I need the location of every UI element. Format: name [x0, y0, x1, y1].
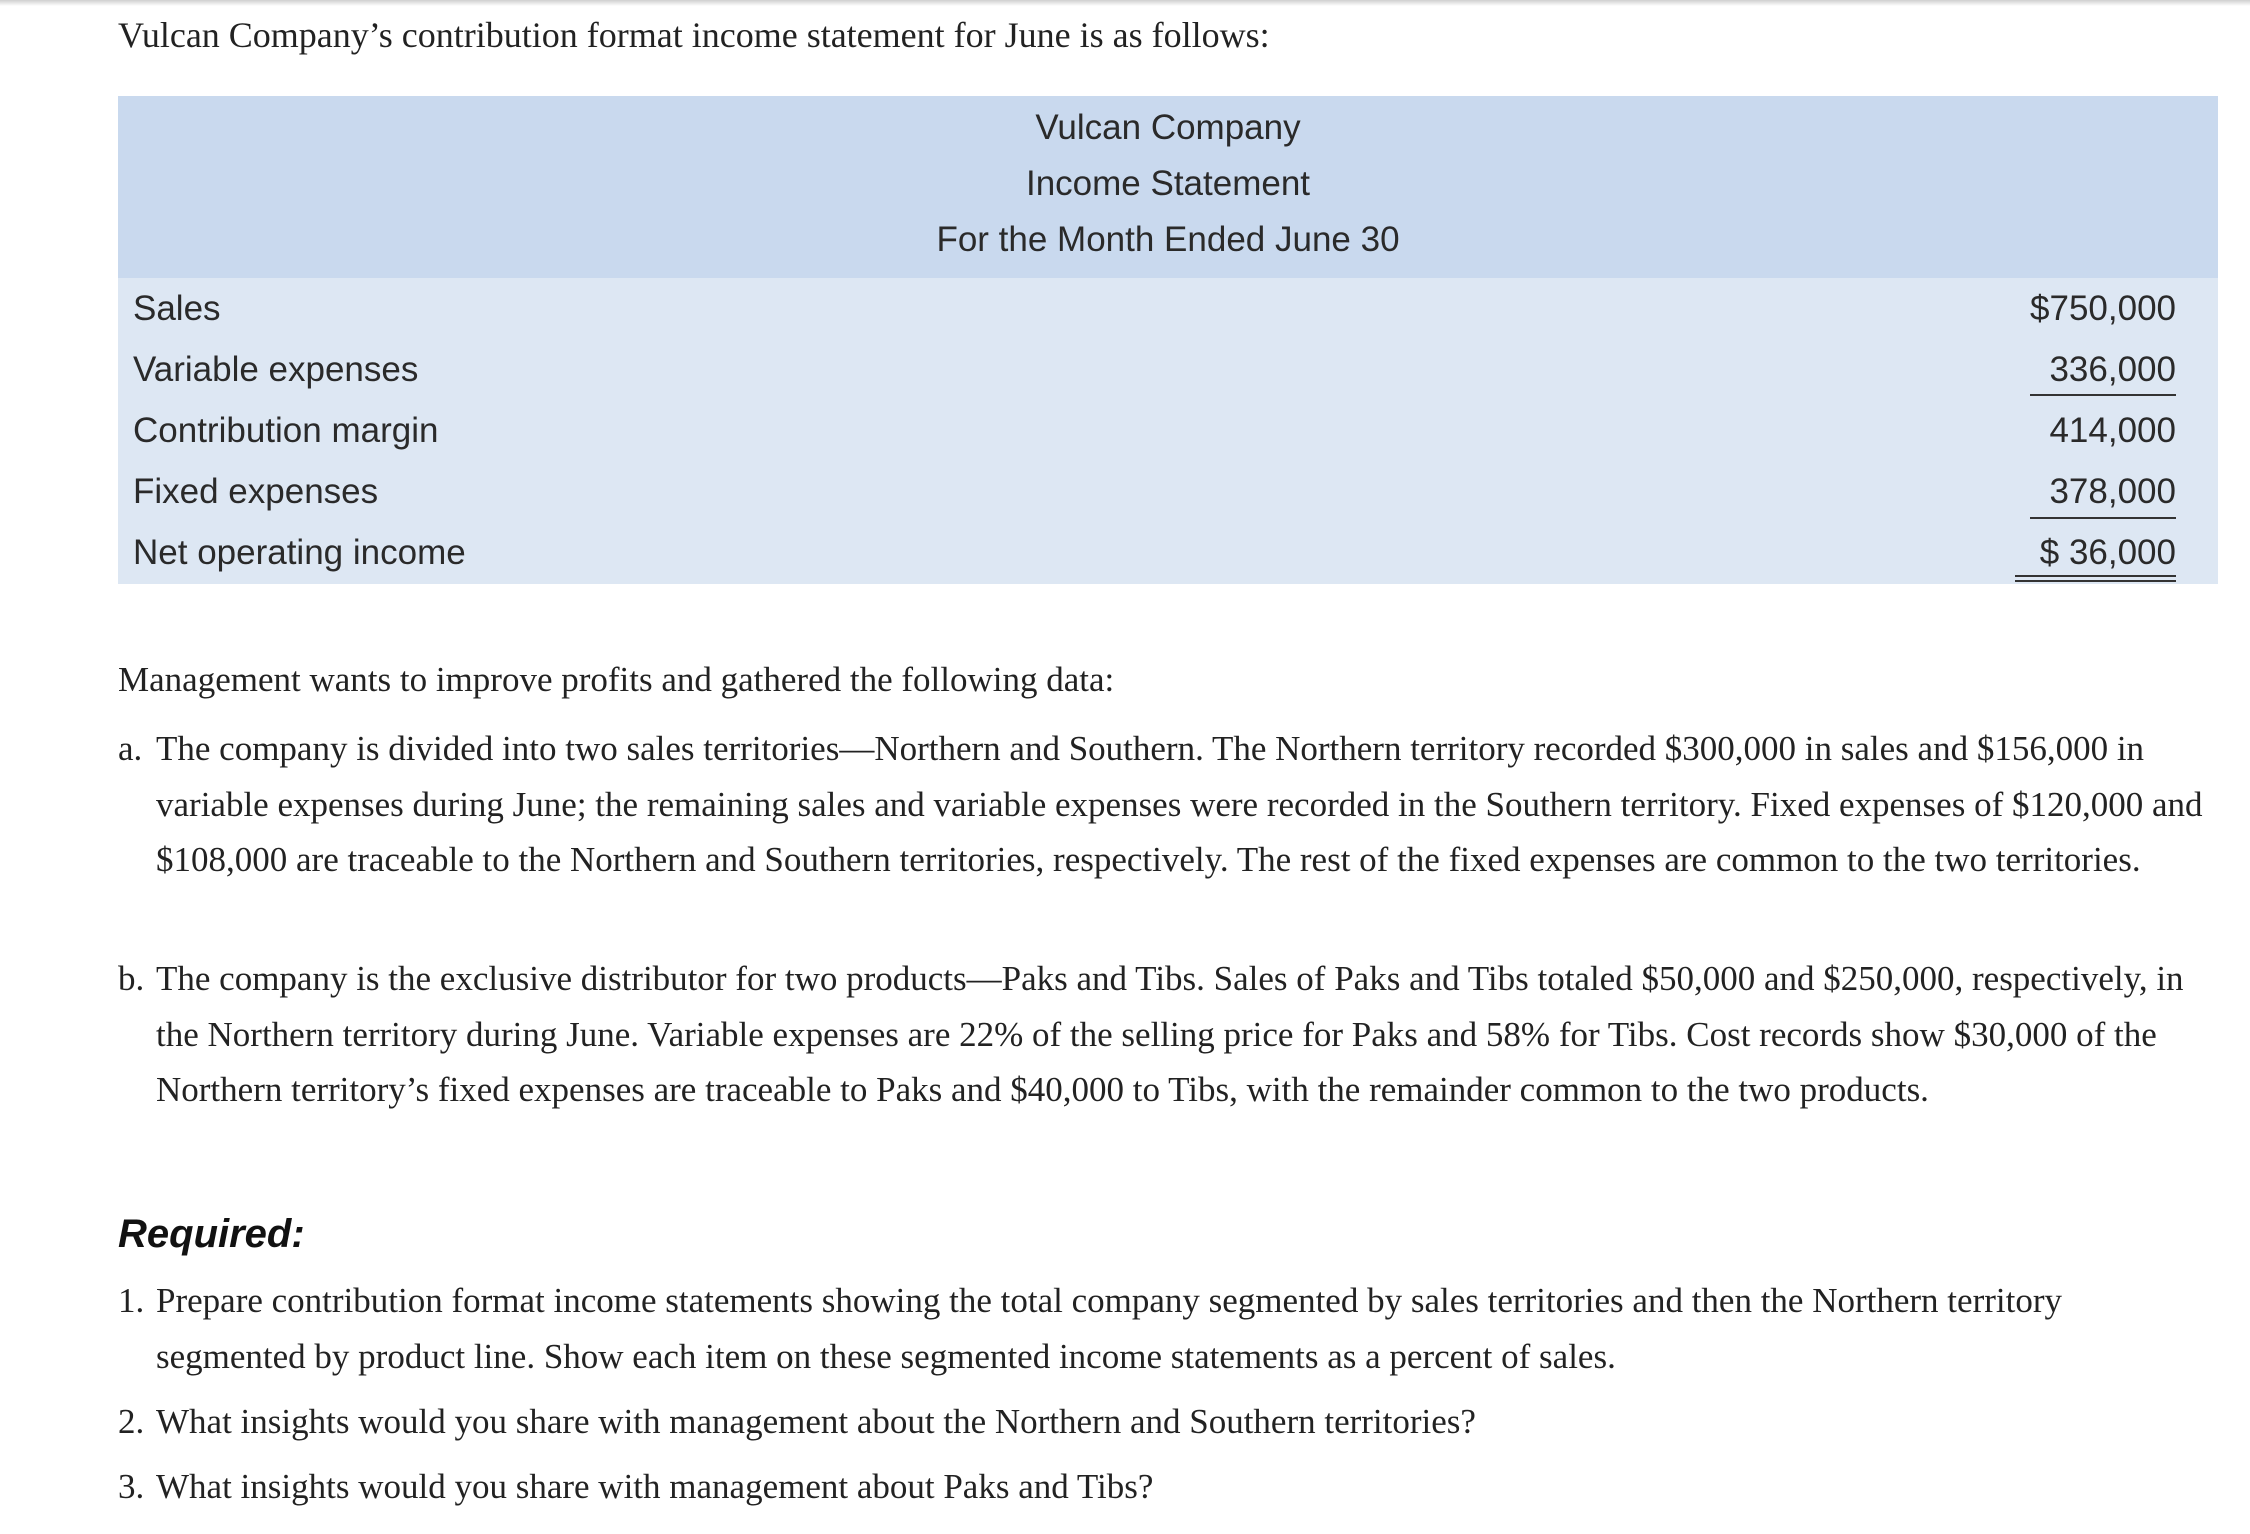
row-label: Net operating income — [133, 533, 466, 572]
statement-title: Income Statement — [1025, 164, 1311, 203]
statement-body — [118, 278, 2218, 584]
row-amount: 336,000 — [2049, 350, 2176, 389]
required-item-3 — [118, 1459, 2208, 1515]
intro-text: Vulcan Company’s contribution format income statement for June is as follows: — [118, 15, 1270, 55]
row-label: Fixed expenses — [133, 472, 379, 511]
row-amount: 378,000 — [2049, 472, 2176, 511]
list-text: What insights would you share with management about Paks and Tibs? — [156, 1467, 1154, 1506]
row-amount: $ 36,000 — [2039, 533, 2176, 572]
list-text: The company is divided into two sales territories—Northern and Southern. The Northern territory recorded $300,000 in sales and $156,000 in variable expenses during June; the remaining sales and variable expenses were recorded in the Southern territory. Fixed expenses of $120,000 and $108,000 are traceable to the Northern and Southern territories, respectively. The rest of the fixed expenses are common to the two territories. — [156, 729, 2203, 879]
subtotal-underline — [2030, 517, 2176, 519]
statement-row-sales — [118, 278, 2218, 339]
statement-company-name: Vulcan Company — [1035, 108, 1301, 147]
list-marker: 1. — [118, 1281, 145, 1320]
statement-period: For the Month Ended June 30 — [936, 220, 1400, 259]
statement-row-contribution-margin — [118, 400, 2218, 461]
list-text: What insights would you share with management about the Northern and Southern territories? — [156, 1402, 1476, 1441]
list-text: Prepare contribution format income statements showing the total company segmented by sales territories and then the Northern territory segmented by product line. Show each item on these segmented income statements as a percent of sales. — [156, 1281, 2062, 1376]
list-marker: 3. — [118, 1467, 145, 1506]
list-marker: b. — [118, 959, 145, 998]
data-item-a — [118, 721, 2208, 888]
list-marker: a. — [118, 729, 143, 768]
row-label: Sales — [133, 289, 221, 328]
row-amount: $750,000 — [2030, 289, 2176, 328]
row-label: Contribution margin — [133, 411, 439, 450]
required-heading: Required: — [118, 1212, 305, 1256]
statement-row-fixed-expenses — [118, 461, 2218, 522]
total-double-underline — [2015, 575, 2176, 582]
management-intro: Management wants to improve profits and gathered the following data: — [118, 660, 1115, 699]
list-text: The company is the exclusive distributor for two products—Paks and Tibs. Sales of Paks and Tibs totaled $50,000 and $250,000, respectively, in the Northern territory during June. Variable expenses are 22% of the selling price for Paks and 58% for Tibs. Cost records show $30,000 of the Northern territory’s fixed expenses are traceable to Paks and $40,000 to Tibs, with the remainder common to the two products. — [156, 959, 2184, 1109]
list-marker: 2. — [118, 1402, 145, 1441]
required-item-2 — [118, 1394, 2208, 1450]
required-item-1 — [118, 1273, 2208, 1384]
row-label: Variable expenses — [133, 350, 419, 389]
statement-row-variable-expenses — [118, 339, 2218, 400]
data-item-b — [118, 951, 2208, 1118]
statement-header — [118, 96, 2218, 278]
row-amount: 414,000 — [2049, 411, 2176, 450]
statement-row-net-operating-income — [118, 522, 2218, 583]
income-statement-table — [118, 96, 2218, 584]
top-edge-shadow — [0, 0, 2250, 6]
subtotal-underline — [2030, 394, 2176, 396]
